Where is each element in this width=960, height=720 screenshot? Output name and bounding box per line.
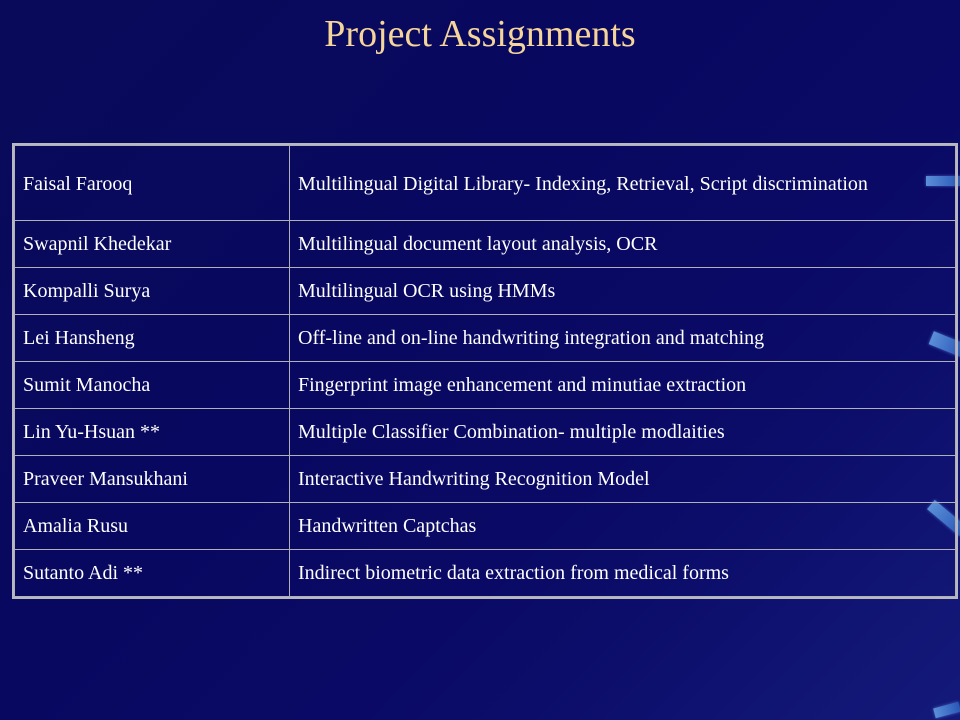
student-name-cell: Lei Hansheng — [15, 315, 290, 362]
student-name-cell: Faisal Farooq — [15, 146, 290, 221]
table-row — [15, 409, 956, 456]
student-name-cell: Sumit Manocha — [15, 362, 290, 409]
student-name-cell: Amalia Rusu — [15, 503, 290, 550]
table-row — [15, 146, 956, 221]
assignments-table — [12, 143, 958, 599]
student-name-cell: Praveer Mansukhani — [15, 456, 290, 503]
project-cell: Fingerprint image enhancement and minutiae extraction — [290, 362, 956, 409]
deco-stripe — [933, 702, 960, 718]
project-cell: Interactive Handwriting Recognition Model — [290, 456, 956, 503]
table-row — [15, 550, 956, 597]
student-name-cell: Swapnil Khedekar — [15, 221, 290, 268]
table-row — [15, 315, 956, 362]
project-cell: Indirect biometric data extraction from medical forms — [290, 550, 956, 597]
project-cell: Multilingual Digital Library- Indexing, Retrieval, Script discrimination — [290, 146, 956, 221]
page-title: Project Assignments — [324, 13, 636, 55]
table-row — [15, 362, 956, 409]
student-name-cell: Lin Yu-Hsuan ** — [15, 409, 290, 456]
project-cell: Off-line and on-line handwriting integration and matching — [290, 315, 956, 362]
project-cell: Multilingual document layout analysis, OCR — [290, 221, 956, 268]
student-name-cell: Kompalli Surya — [15, 268, 290, 315]
table-row — [15, 503, 956, 550]
table-row — [15, 221, 956, 268]
table-row — [15, 456, 956, 503]
project-cell: Multilingual OCR using HMMs — [290, 268, 956, 315]
project-cell: Handwritten Captchas — [290, 503, 956, 550]
table-row — [15, 268, 956, 315]
student-name-cell: Sutanto Adi ** — [15, 550, 290, 597]
project-cell: Multiple Classifier Combination- multiple modlaities — [290, 409, 956, 456]
